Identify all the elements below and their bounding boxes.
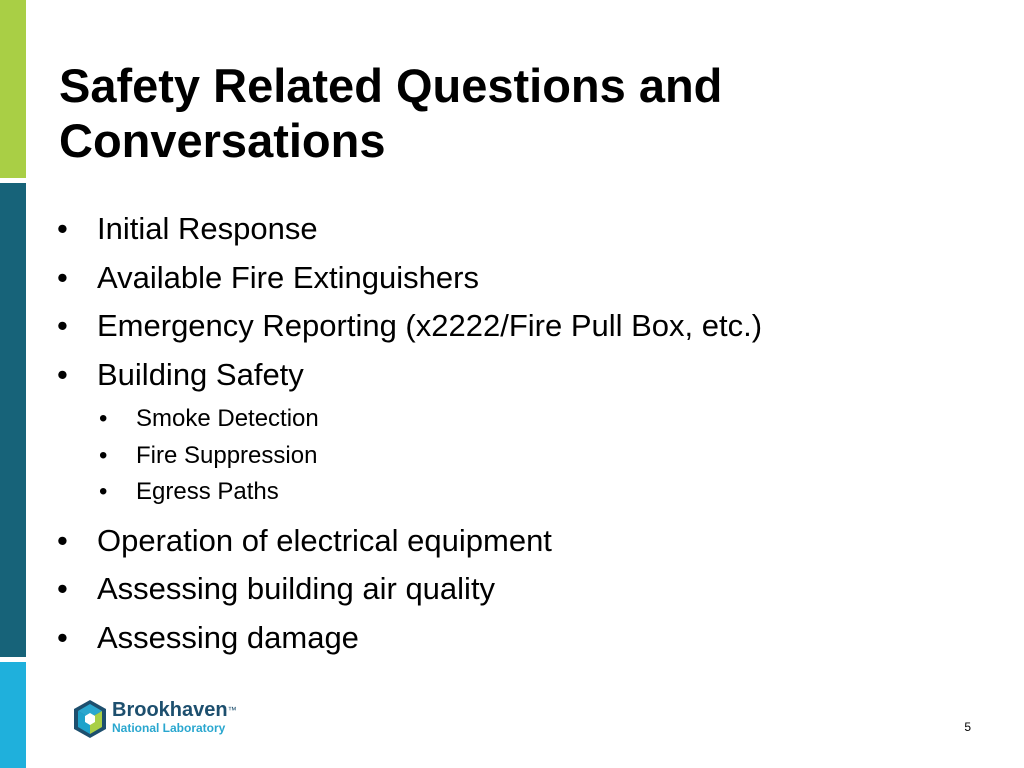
- sub-bullet-text: Smoke Detection: [136, 405, 319, 432]
- logo-name: Brookhaven: [112, 699, 228, 721]
- bullet-icon: •: [57, 259, 68, 295]
- bullet-text: Building Safety: [97, 356, 304, 392]
- sub-bullet-list: [97, 399, 762, 517]
- bullet-item: [57, 351, 762, 517]
- bullet-text: Initial Response: [97, 211, 318, 246]
- bullet-icon: •: [57, 356, 68, 392]
- bullet-icon: •: [57, 308, 68, 343]
- bullet-text: Available Fire Extinguishers: [97, 259, 479, 295]
- brookhaven-hexagon-icon: [72, 699, 108, 739]
- bullet-icon: •: [99, 441, 108, 469]
- accent-bar-teal: [0, 183, 26, 657]
- bullet-icon: •: [57, 619, 68, 655]
- sub-bullet-item: [97, 401, 762, 438]
- accent-bar-green: [0, 0, 26, 178]
- bullet-text: Assessing building air quality: [97, 571, 496, 606]
- bullet-icon: •: [57, 571, 68, 606]
- bullet-item: [57, 205, 762, 254]
- sub-bullet-text: Fire Suppression: [136, 441, 318, 469]
- page-number: 5: [964, 720, 971, 734]
- sub-bullet-item: [97, 438, 762, 475]
- bullet-item: [57, 517, 762, 566]
- logo-subtitle: National Laboratory: [112, 721, 226, 735]
- bullet-list: [57, 205, 762, 662]
- bullet-item: [57, 254, 762, 303]
- bullet-icon: •: [99, 478, 108, 505]
- bullet-item: [57, 302, 762, 351]
- sub-bullet-text: Egress Paths: [136, 478, 279, 505]
- bullet-icon: •: [57, 211, 68, 246]
- bullet-text: Emergency Reporting (x2222/Fire Pull Box, etc.): [97, 308, 763, 343]
- accent-bar-blue: [0, 662, 26, 768]
- logo-trademark: ™: [227, 705, 237, 715]
- slide-title: Safety Related Questions and Conversations: [59, 59, 723, 167]
- bullet-text: Operation of electrical equipment: [97, 522, 552, 558]
- bullet-item: [57, 565, 762, 614]
- bullet-icon: •: [57, 522, 68, 558]
- bullet-text: Assessing damage: [97, 619, 359, 655]
- bullet-item: [57, 614, 762, 663]
- sub-bullet-item: [97, 474, 762, 511]
- bullet-icon: •: [99, 405, 108, 432]
